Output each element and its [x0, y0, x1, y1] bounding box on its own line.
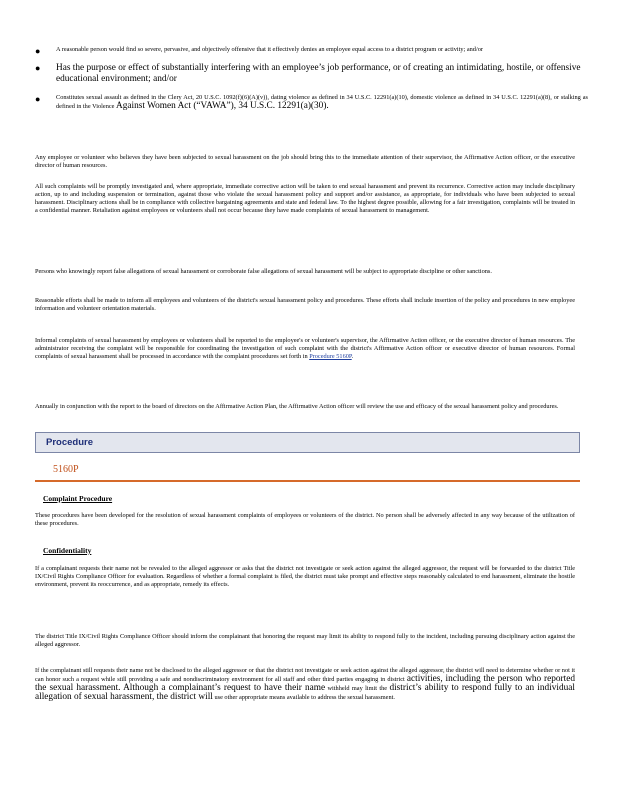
confidentiality-paragraph: The district Title IX/Civil Rights Compliance Officer should inform the complainant that honoring the request may limit its ability to respond fully to the incident, including pursuing disciplinary action against the alleged aggressor.	[35, 633, 575, 648]
paragraph-text: withheld may limit the	[327, 685, 388, 692]
paragraph-informal-complaints	[35, 337, 575, 361]
bullet-text	[56, 94, 588, 111]
paragraph-text: If the complainant still requests their name not be disclosed to the alleged aggressor or that the district not investigate or seek action against the alleged aggressor, the district will need to determine whether or not it can honor such a request while still providing a safe and nondiscriminatory environment for all staff and other third parties engaging in district	[35, 667, 575, 683]
procedure-header-bar	[35, 432, 580, 453]
procedure-link[interactable]: Procedure 5160P	[309, 353, 352, 360]
confidentiality-heading	[43, 546, 91, 555]
bullet-text: Has the purpose or effect of substantially interfering with an employee’s job performance, or of creating an intimidating, hostile, or offensive educational environment; and/or	[56, 63, 581, 84]
procedure-number: 5160P	[53, 464, 79, 475]
paragraph-text: activities, including the person who reported the sexual harassment. Although a complainant’s request to have their name	[35, 674, 575, 693]
paragraph-report: Any employee or volunteer who believes they have been subjected to sexual harassment on the job should bring this to the immediate attention of their supervisor, the Affirmative Action officer, or the executive director of human resources.	[35, 154, 575, 169]
paragraph-inform: Reasonable efforts shall be made to inform all employees and volunteers of the district's sexual harassment policy and procedures. These efforts shall include insertion of the policy and procedures in new employee information and volunteer orientation materials.	[35, 297, 575, 312]
bullet-item	[32, 63, 588, 85]
bullet-text: A reasonable person would find so severe, pervasive, and objectively offensive that it effectively denies an employee equal access to a district program or activity; and/or	[56, 46, 483, 53]
complaint-procedure-heading	[43, 494, 112, 503]
paragraph-text: Informal complaints of sexual harassment by employees or volunteers shall be reported to the employee's or volunteer's supervisor, the Affirmative Action officer, or the executive director of human resources. The administrator receiving the complaint will be responsible for coordinating the investigation of such complaint with the district's Affirmative Action officer or executive director of human resources. Formal complaints of sexual harassment shall be processed in accordance with the complaint procedures set forth in	[35, 337, 575, 360]
section-divider	[35, 480, 580, 482]
heading-text: Confidentiality	[43, 546, 92, 555]
complaint-procedure-text: These procedures have been developed for the resolution of sexual harassment complaints of employees or volunteers of the district. No person shall be adversely affected in any way because of the utilization of these procedures.	[35, 512, 575, 527]
procedure-header-label: Procedure	[46, 437, 93, 448]
bullet-text-part: Against Women Act (“VAWA”), 34 U.S.C. 12291(a)(30).	[116, 101, 329, 111]
paragraph-text: use other appropriate means available to address the sexual harassment.	[214, 694, 395, 701]
paragraph-false-allegations: Persons who knowingly report false allegations of sexual harassment or corroborate false allegations of sexual harassment will be subject to appropriate discipline or other sanctions.	[35, 268, 492, 275]
paragraph-annual-review: Annually in conjunction with the report to the board of directors on the Affirmative Action Plan, the Affirmative Action officer will review the use and efficacy of the sexual harassment policy and procedures.	[35, 403, 559, 410]
paragraph-text: .	[351, 353, 354, 360]
bullet-icon: ●	[35, 94, 41, 104]
bullet-item	[32, 94, 588, 111]
paragraph-investigation: All such complaints will be promptly investigated and, where appropriate, immediate corrective action will be taken to end sexual harassment and prevent its recurrence. Corrective action may include disciplinary action, up to and including suspension or termination, against those who violate the sexual harassment policy and support and/or assistance, as appropriate, for individuals who have been subjected to sexual harassment. Disciplinary actions shall be in compliance with collective bargaining agreements and state and federal law. To the highest degree possible, allowing for a fair investigation, complaints will be treated in a confidential manner. Retaliation against employees or volunteers shall not occur because they have made complaints of sexual harassment to management.	[35, 183, 575, 214]
paragraph-text: district’s ability to respond fully to an individual allegation of sexual harassment, the district will	[35, 683, 575, 702]
bullet-icon: ●	[35, 46, 41, 56]
bullet-text-part: Constitutes sexual assault as defined in the Clery Act, 20 U.S.C. 1092(f)(6)(A)(v)), dating violence as defined in 34 U.S.C. 12291(a)(10), domestic violence as defined in 34 U.S.C. 12291(a)(8), or stalking as defined in the Violence	[56, 94, 588, 110]
bullet-icon: ●	[35, 63, 41, 73]
bullet-list	[32, 46, 588, 120]
bullet-item	[32, 46, 588, 54]
confidentiality-paragraph: If a complainant requests their name not be revealed to the alleged aggressor or asks that the district not investigate or seek action against the alleged aggressor, the request will be forwarded to the district Title IX/Civil Rights Compliance Officer for evaluation. Regardless of whether a formal complaint is filed, the district must take prompt and effective steps reasonably calculated to end harassment, eliminate the hostile environment, prevent its reoccurrence, and as appropriate, remedy its effects.	[35, 565, 575, 588]
heading-text: Complaint Procedure	[43, 494, 113, 503]
confidentiality-paragraph	[35, 667, 575, 702]
